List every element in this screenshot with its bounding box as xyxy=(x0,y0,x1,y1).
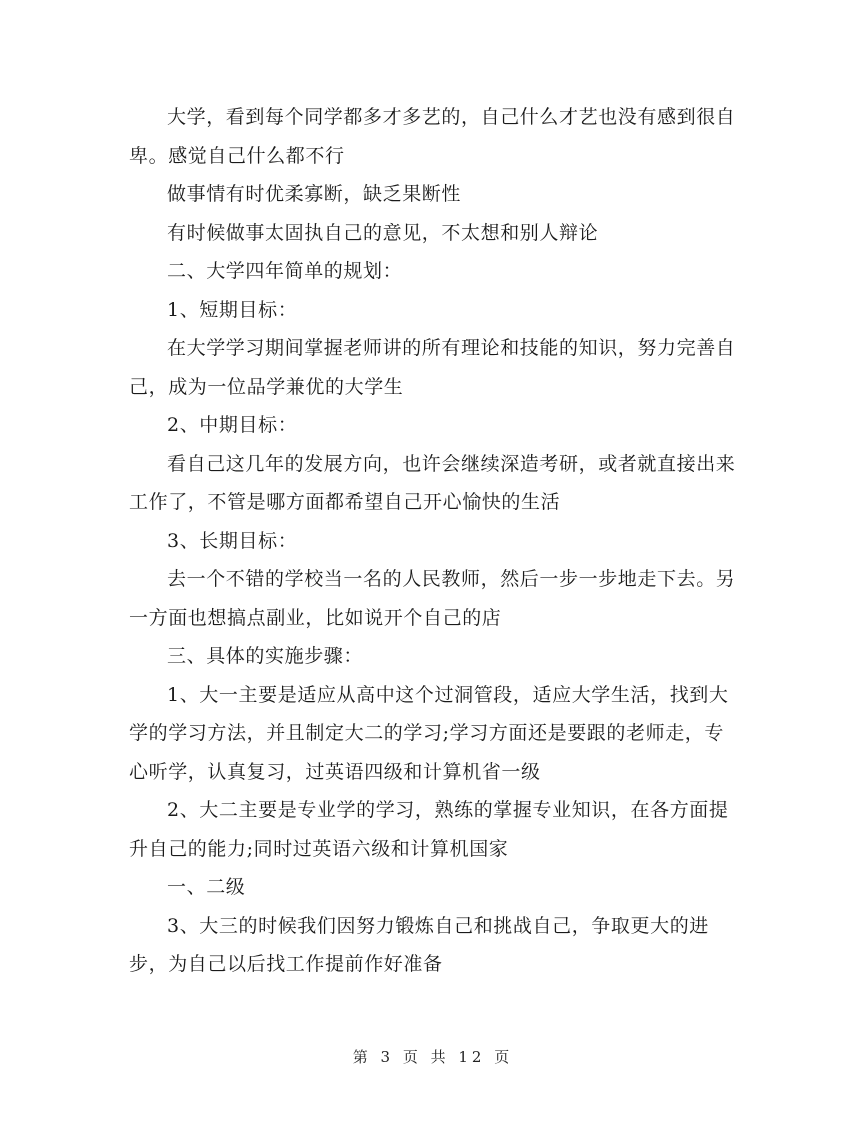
paragraph: 看自己这几年的发展方向，也许会继续深造考研，或者就直接出来工作了，不管是哪方面都希望自己开心愉快的生活 xyxy=(129,452,736,513)
paragraph: 大学，看到每个同学都多才多艺的，自己什么才艺也没有感到很自卑。感觉自己什么都不行 xyxy=(129,106,736,167)
subsection-heading: 3、长期目标： xyxy=(167,529,298,552)
section-heading: 二、大学四年简单的规划： xyxy=(167,260,403,282)
paragraph: 2、大二主要是专业学的学习，熟练的掌握专业知识，在各方面提升自己的能力;同时过英语六级和计算机国家 xyxy=(129,799,729,860)
subsection-heading: 2、中期目标： xyxy=(167,414,298,436)
section-heading: 三、具体的实施步骤： xyxy=(167,645,364,667)
paragraph: 1、大一主要是适应从高中这个过洞管段，适应大学生活，找到大学的学习方法，并且制定大二的学习;学习方面还是要跟的老师走，专心听学，认真复习，过英语四级和计算机省一级 xyxy=(129,683,729,783)
page-number-footer: 第 3 页 共 12 页 xyxy=(352,1048,514,1066)
paragraph: 做事情有时优柔寡断，缺乏果断性 xyxy=(167,183,462,205)
paragraph: 一、二级 xyxy=(167,876,246,898)
paragraph: 有时候做事太固执自己的意见，不太想和别人辩论 xyxy=(167,221,599,244)
document-body xyxy=(129,98,739,984)
paragraph: 在大学学习期间掌握老师讲的所有理论和技能的知识，努力完善自己，成为一位品学兼优的大学生 xyxy=(129,337,736,398)
paragraph: 去一个不错的学校当一名的人民教师，然后一步一步地走下去。另一方面也想搞点副业，比如说开个自己的店 xyxy=(129,568,736,629)
subsection-heading: 1、短期目标： xyxy=(167,298,298,321)
paragraph: 3、大三的时候我们因努力锻炼自己和挑战自己，争取更大的进步，为自己以后找工作提前作好准备 xyxy=(129,914,709,975)
